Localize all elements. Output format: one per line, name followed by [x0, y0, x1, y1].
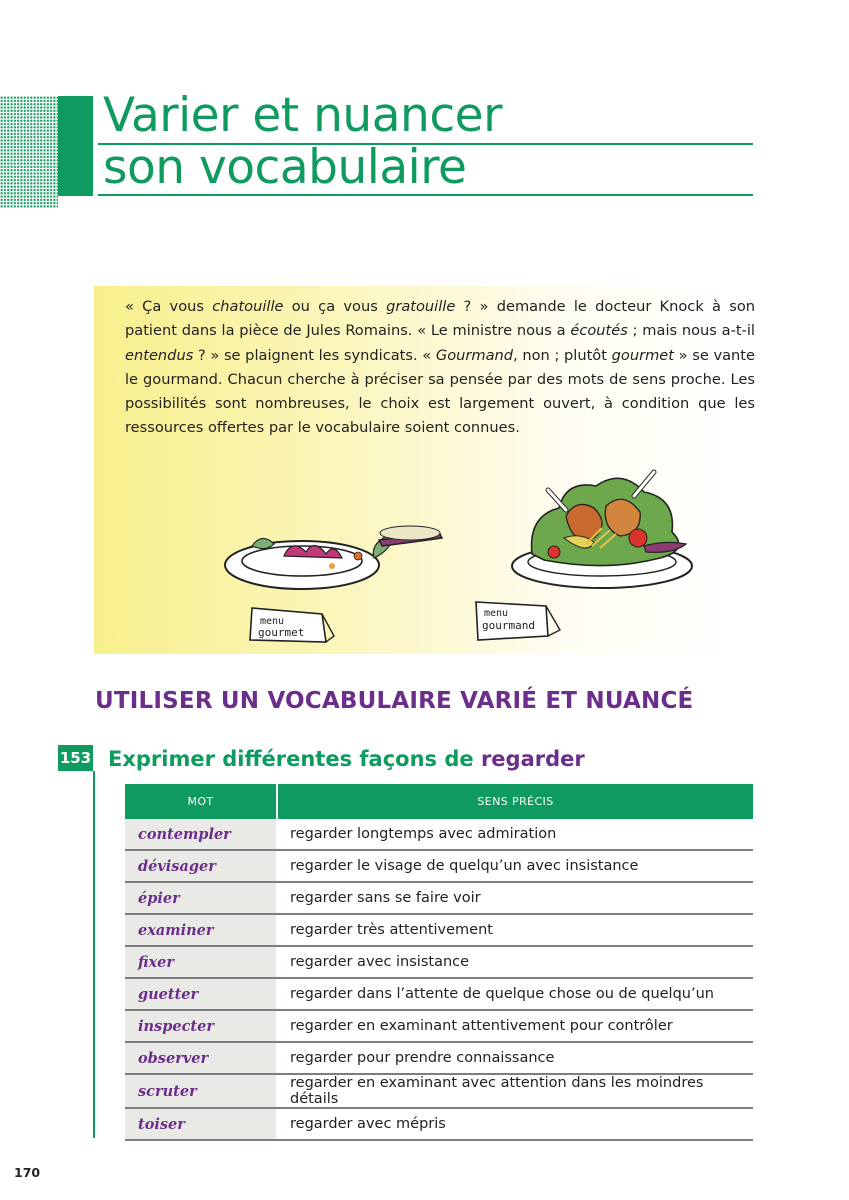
intro-text-segment: « Ça vous [125, 298, 213, 315]
vocab-word: inspecter [125, 1010, 277, 1042]
vocab-word: examiner [125, 914, 277, 946]
intro-text-segment: ? » se plaignent les syndicats. « [193, 346, 436, 364]
intro-emphasis: Gourmand [435, 346, 514, 364]
exercise-number-badge: 153 [58, 745, 93, 771]
table-row [125, 946, 753, 978]
vocab-word: épier [125, 882, 277, 914]
exercise-heading-text: Exprimer différentes façons de [108, 747, 481, 771]
header-mot: MOT [125, 784, 277, 819]
table-row [125, 978, 753, 1010]
title-accent-bar [58, 96, 93, 196]
intro-emphasis: écoutés [570, 322, 628, 340]
intro-emphasis: entendus [125, 346, 194, 364]
table-row [125, 1042, 753, 1074]
table-body [125, 819, 753, 1140]
intro-emphasis: chatouille [212, 298, 284, 315]
intro-paragraph [125, 295, 755, 441]
gourmand-plate-drawing [512, 472, 692, 588]
sign-gourmet-line1: menu [260, 616, 285, 627]
table-row [125, 914, 753, 946]
vocab-word: dévisager [125, 850, 277, 882]
gourmet-plate-drawing [225, 526, 442, 589]
dotted-pattern [0, 96, 58, 208]
vocab-word: fixer [125, 946, 277, 978]
vocab-sense: regarder dans l’attente de quelque chose ou de quelqu’un [277, 978, 753, 1010]
table-row [125, 1108, 753, 1140]
vocab-word: observer [125, 1042, 277, 1074]
table-row [125, 850, 753, 882]
section-heading: UTILISER UN VOCABULAIRE VARIÉ ET NUANCÉ [95, 688, 694, 714]
vocab-word: scruter [125, 1074, 277, 1108]
intro-box [94, 286, 754, 654]
table-header-row [125, 784, 753, 819]
sign-gourmand-line1: menu [484, 608, 509, 619]
intro-text-segment: ? » demande le docteur Knock à son patient dans la pièce de Jules Romains. « Le ministre nous a [125, 298, 756, 340]
table-row [125, 882, 753, 914]
table-row [125, 819, 753, 850]
exercise-heading-keyword: regarder [480, 747, 585, 771]
page-number: 170 [14, 1165, 41, 1180]
menu-illustration [214, 446, 694, 656]
intro-emphasis: gourmet [611, 346, 674, 364]
vocab-word: guetter [125, 978, 277, 1010]
intro-text-segment: ; mais nous a-t-il [627, 322, 755, 340]
vocab-sense: regarder longtemps avec admiration [277, 819, 753, 850]
page-title-line2: son vocabulaire [103, 140, 467, 195]
sign-gourmet-line2: gourmet [258, 626, 305, 639]
vocab-sense: regarder avec insistance [277, 946, 753, 978]
vocab-sense: regarder en examinant attentivement pour contrôler [277, 1010, 753, 1042]
exercise-heading [108, 744, 585, 774]
vocab-sense: regarder très attentivement [277, 914, 753, 946]
vocab-sense: regarder pour prendre connaissance [277, 1042, 753, 1074]
intro-text-segment: ou ça vous [283, 298, 387, 315]
intro-text-segment: » se vante le gourmand. Chacun cherche à préciser sa pensée par des mots de sens proche. Les possibilités sont nombreuses, le choix est largement ouvert, à condition que les ressources offertes par le vocabulaire soient connues. [125, 346, 755, 437]
vocab-word: contempler [125, 819, 277, 850]
header-sens-precis: SENS PRÉCIS [277, 784, 753, 819]
vocab-sense: regarder le visage de quelqu’un avec insistance [277, 850, 753, 882]
vocab-sense: regarder en examinant avec attention dans les moindres détails [277, 1074, 753, 1108]
page-title-line1: Varier et nuancer [103, 88, 502, 143]
exercise-side-rule [93, 771, 95, 1138]
sign-gourmand-line2: gourmand [482, 619, 535, 632]
menu-gourmand-sign [476, 602, 560, 640]
menu-gourmet-sign [250, 608, 334, 642]
page-title [103, 90, 502, 194]
vocab-sense: regarder avec mépris [277, 1108, 753, 1140]
vocab-sense: regarder sans se faire voir [277, 882, 753, 914]
vocabulary-table [125, 784, 753, 1141]
table-row [125, 1074, 753, 1108]
intro-emphasis: gratouille [386, 298, 456, 315]
intro-text-segment: , non ; plutôt [513, 346, 612, 364]
vocab-word: toiser [125, 1108, 277, 1140]
table-row [125, 1010, 753, 1042]
